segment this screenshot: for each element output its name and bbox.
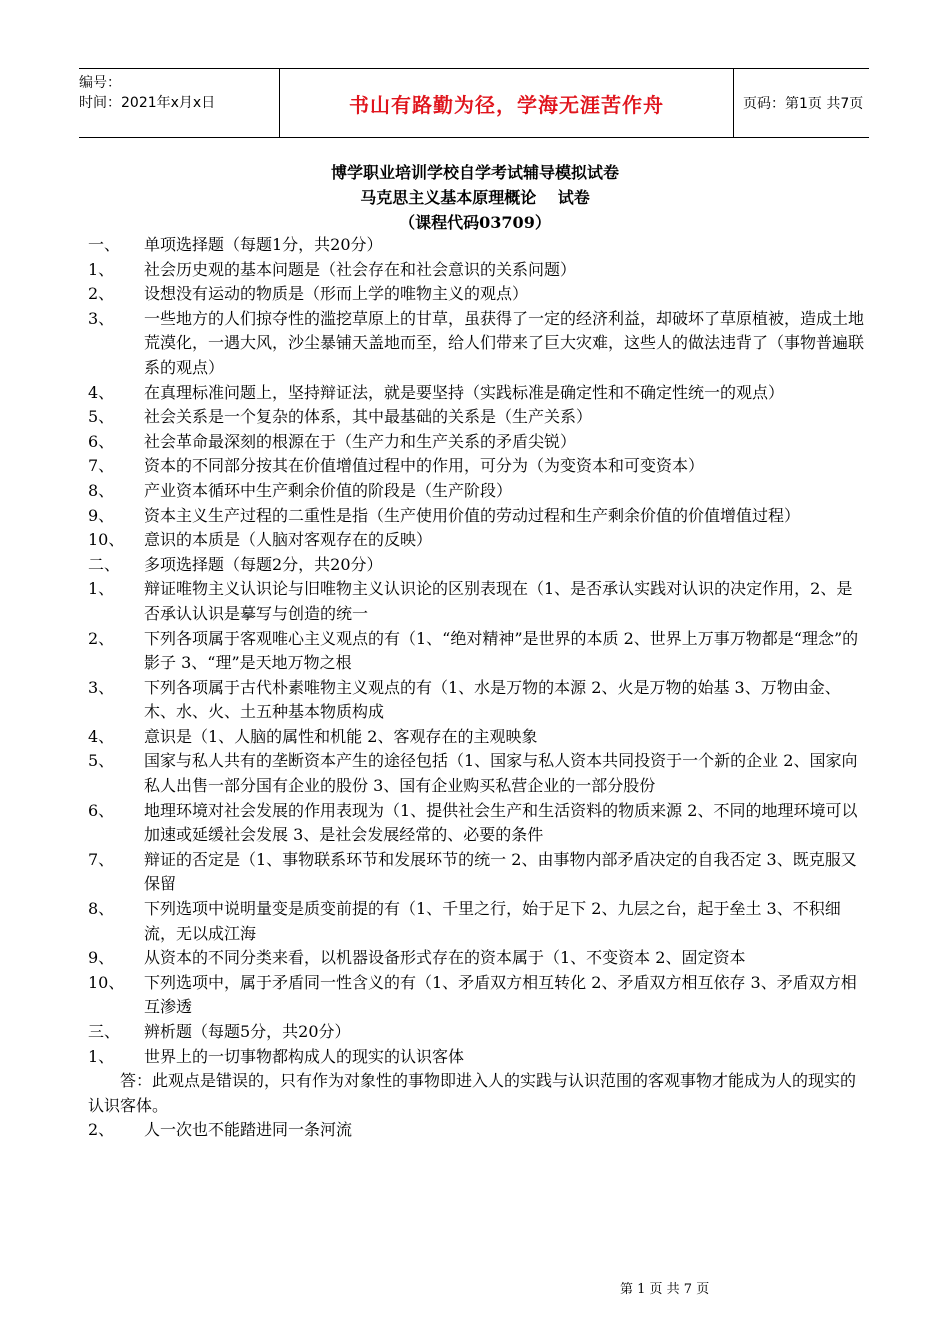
- question-row: [88, 1020, 868, 1045]
- question-text: 设想没有运动的物质是（形而上学的唯物主义的观点）: [144, 284, 529, 304]
- question-text: 下列选项中说明量变是质变前提的有（1、千里之行，始于足下 2、九层之台，起于垒土 3、不积细流，无以成江海: [144, 899, 841, 943]
- question-text: 资本的不同部分按其在价值增值过程中的作用，可分为（为变资本和可变资本）: [144, 456, 705, 476]
- question-row: [88, 381, 868, 406]
- question-number: 一、: [88, 235, 121, 254]
- question-number: 1、: [88, 1046, 115, 1066]
- question-text: 社会革命最深刻的根源在于（生产力和生产关系的矛盾尖锐）: [144, 431, 577, 451]
- question-text: 辨析题（每题5分，共20分）: [144, 1022, 351, 1041]
- question-number: 3、: [88, 677, 115, 697]
- question-text: 在真理标准问题上，坚持辩证法，就是要坚持（实践标准是确定性和不确定性统一的观点）: [144, 382, 785, 402]
- question-number: 4、: [88, 726, 115, 746]
- question-text: 辩证唯物主义认识论与旧唯物主义认识论的区别表现在（1、是否承认实践对认识的决定作用，2、是否承认认识是摹写与创造的统一: [144, 579, 853, 623]
- question-row: [88, 405, 868, 430]
- question-number: 7、: [88, 849, 115, 869]
- question-number: 9、: [88, 505, 115, 525]
- page-header: [79, 68, 869, 138]
- question-row: [88, 454, 868, 479]
- question-text: 社会关系是一个复杂的体系，其中最基础的关系是（生产关系）: [144, 407, 593, 427]
- number-label: 编号：: [79, 75, 121, 91]
- question-text: 意识是（1、人脑的属性和机能 2、客观存在的主观映象: [144, 726, 538, 746]
- header-meta: [79, 69, 279, 141]
- question-text: 世界上的一切事物都构成人的现实的认识客体: [144, 1046, 465, 1066]
- question-row: [88, 1045, 868, 1070]
- question-number: 8、: [88, 899, 115, 919]
- question-number: 9、: [88, 948, 115, 968]
- question-row: [88, 307, 868, 381]
- question-row: [88, 1069, 868, 1118]
- question-row: [88, 971, 868, 1020]
- question-row: [88, 258, 868, 283]
- question-text: 社会历史观的基本问题是（社会存在和社会意识的关系问题）: [144, 259, 577, 279]
- question-text: 一些地方的人们掠夺性的滥挖草原上的甘草，虽获得了一定的经济利益，却破坏了草原植被，造成土地荒漠化，一遇大风，沙尘暴铺天盖地而至，给人们带来了巨大灾难，这些人的做法违背了（事物普遍联系的观点）: [144, 308, 865, 377]
- question-row: [88, 1118, 868, 1143]
- question-row: [88, 627, 868, 676]
- course-code: （课程代码03709）: [399, 213, 551, 232]
- question-number: 4、: [88, 382, 115, 402]
- question-row: [88, 282, 868, 307]
- answer-text: 答：此观点是错误的，只有作为对象性的事物即进入人的实践与认识范围的客观事物才能成为人的现实的认识客体。: [88, 1071, 857, 1115]
- question-row: [88, 553, 868, 578]
- question-text: 辩证的否定是（1、事物联系环节和发展环节的统一 2、由事物内部矛盾决定的自我否定 3、既克服又保留: [144, 849, 857, 894]
- question-text: 国家与私人共有的垄断资本产生的途径包括（1、国家与私人资本共同投资于一个新的企业 2、国家向私人出售一部分国有企业的股份 3、国有企业购买私营企业的一部分股份: [144, 751, 858, 796]
- question-number: 二、: [88, 554, 121, 574]
- exam-titles: [0, 160, 950, 235]
- question-row: [88, 676, 868, 725]
- question-number: 7、: [88, 456, 115, 476]
- question-number: 3、: [88, 308, 115, 328]
- question-row: [88, 799, 868, 848]
- question-text: 地理环境对社会发展的作用表现为（1、提供社会生产和生活资料的物质来源 2、不同的地理环境可以加速或延缓社会发展 3、是社会发展经常的、必要的条件: [144, 800, 858, 845]
- question-number: 2、: [88, 1120, 115, 1140]
- question-row: [88, 848, 868, 897]
- question-text: 下列选项中，属于矛盾同一性含义的有（1、矛盾双方相互转化 2、矛盾双方相互依存 3、矛盾双方相互渗透: [144, 972, 857, 1017]
- date-label: 时间：2021年x月x日: [79, 95, 216, 111]
- question-row: [88, 504, 868, 529]
- question-row: [88, 749, 868, 798]
- question-text: 意识的本质是（人脑对客观存在的反映）: [144, 530, 433, 550]
- question-text: 多项选择题（每题2分，共20分）: [144, 554, 383, 574]
- question-number: 2、: [88, 284, 115, 304]
- header-motto: 书山有路勤为径，学海无涯苦作舟: [279, 69, 734, 137]
- course-title: 马克思主义基本原理概论 试卷: [360, 188, 590, 207]
- question-row: [88, 528, 868, 553]
- question-number: 6、: [88, 431, 115, 451]
- question-row: [88, 233, 868, 258]
- question-text: 下列各项属于古代朴素唯物主义观点的有（1、水是万物的本源 2、火是万物的始基 3、万物由金、木、水、火、土五种基本物质构成: [144, 677, 841, 722]
- question-row: [88, 430, 868, 455]
- question-number: 1、: [88, 259, 115, 279]
- question-number: 8、: [88, 480, 115, 500]
- question-number: 1、: [88, 579, 115, 599]
- question-number: 5、: [88, 407, 115, 427]
- question-number: 6、: [88, 800, 115, 820]
- question-row: [88, 479, 868, 504]
- question-number: 10、: [88, 530, 125, 550]
- question-text: 产业资本循环中生产剩余价值的阶段是（生产阶段）: [144, 480, 513, 500]
- school-title: 博学职业培训学校自学考试辅导模拟试卷: [330, 163, 619, 182]
- question-row: [88, 897, 868, 946]
- question-number: 5、: [88, 751, 115, 771]
- header-page-info: 页码：第1页 共7页: [743, 96, 864, 112]
- question-number: 三、: [88, 1022, 121, 1041]
- question-text: 人一次也不能踏进同一条河流: [144, 1120, 353, 1140]
- exam-body: [88, 233, 868, 1143]
- question-number: 2、: [88, 628, 115, 648]
- question-text: 下列各项属于客观唯心主义观点的有（1、“绝对精神”是世界的本质 2、世界上万事万物都是“理念”的影子 3、“理”是天地万物之根: [144, 628, 859, 673]
- question-text: 单项选择题（每题1分，共20分）: [144, 235, 383, 254]
- question-number: 10、: [88, 972, 125, 992]
- page-footer: 第 1 页 共 7 页: [620, 1282, 710, 1297]
- question-text: 资本主义生产过程的二重性是指（生产使用价值的劳动过程和生产剩余价值的价值增值过程）: [144, 505, 801, 525]
- question-row: [88, 946, 868, 971]
- question-row: [88, 577, 868, 626]
- question-row: [88, 725, 868, 750]
- question-text: 从资本的不同分类来看，以机器设备形式存在的资本属于（1、不变资本 2、固定资本: [144, 948, 746, 968]
